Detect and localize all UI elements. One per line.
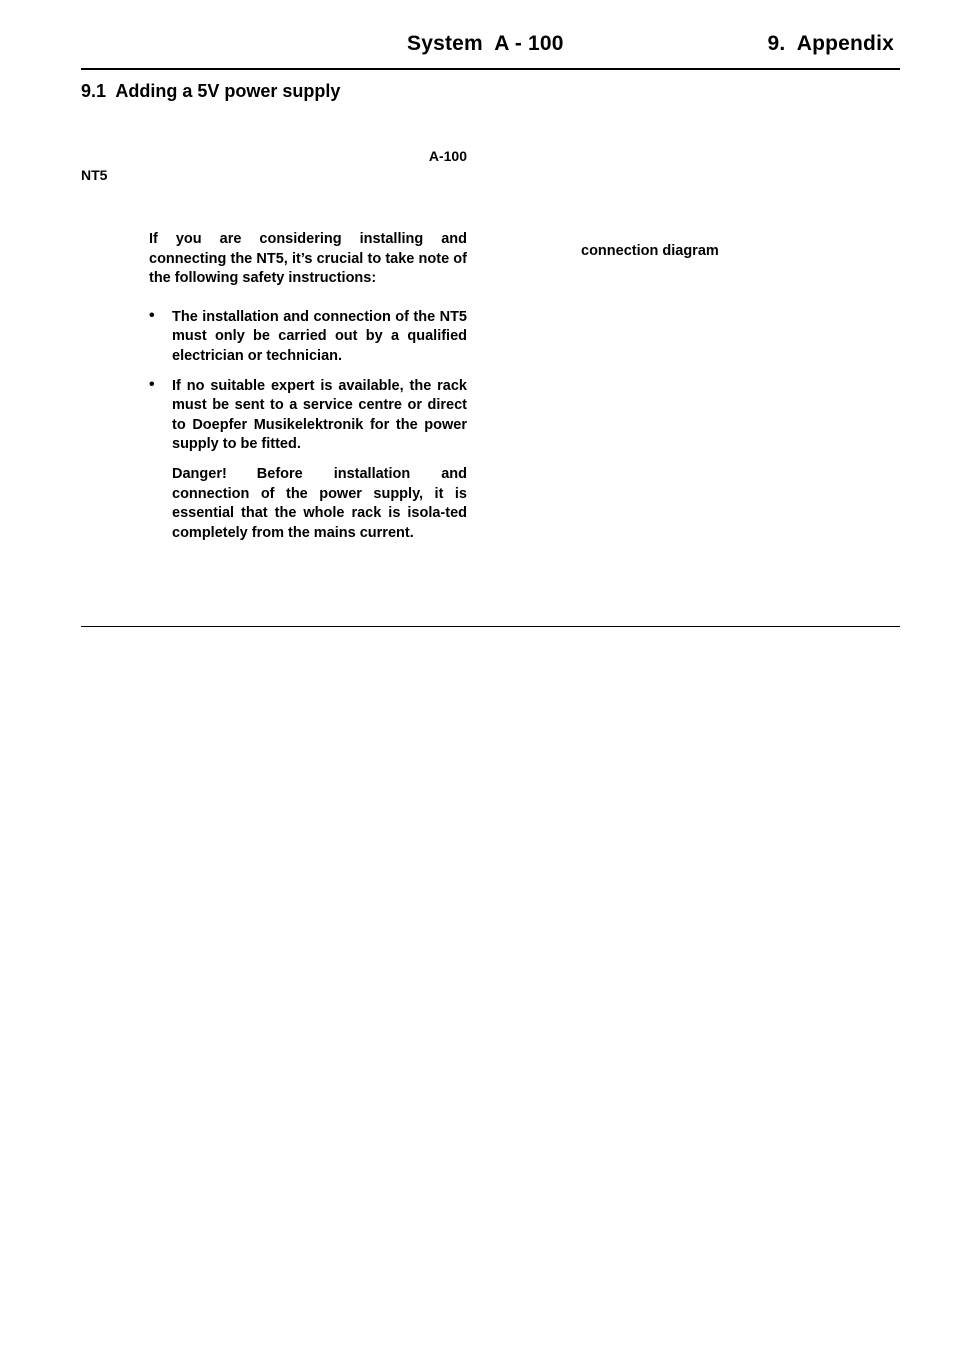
- bullet-icon: •: [149, 375, 155, 393]
- page-header-title: System A - 100: [407, 32, 564, 55]
- safety-intro: If you are considering installing and connecting the NT5, it’s crucial to take note of the following safety instructions:: [149, 231, 467, 287]
- section-heading: 9.1 Adding a 5V power supply: [81, 81, 341, 101]
- diagram-caption: connection diagram: [581, 243, 719, 259]
- page-header-section: 9. Appendix: [767, 32, 894, 55]
- safety-instructions: [149, 230, 467, 543]
- danger-label: Danger!: [172, 465, 227, 482]
- danger-text: Before installation and connection of the power supply, it is essential that the whole rack is isola-ted completely from the mains current.: [172, 465, 467, 541]
- label-a100: A-100: [428, 148, 467, 164]
- safety-bullet-list: [149, 308, 467, 455]
- safety-bullet-item: [149, 308, 467, 367]
- safety-bullet-item: [149, 377, 467, 455]
- header-divider: [81, 68, 900, 70]
- danger-warning: [149, 465, 467, 543]
- label-nt5: NT5: [81, 167, 108, 183]
- footer-divider: [81, 626, 900, 627]
- safety-bullet-text: If no suitable expert is available, the rack must be sent to a service centre or direct to Doepfer Musikelektronik for the power supply to be fitted.: [172, 377, 467, 453]
- bullet-icon: •: [149, 306, 155, 324]
- safety-bullet-text: The installation and connection of the NT5 must only be carried out by a qualified electrician or technician.: [172, 308, 467, 364]
